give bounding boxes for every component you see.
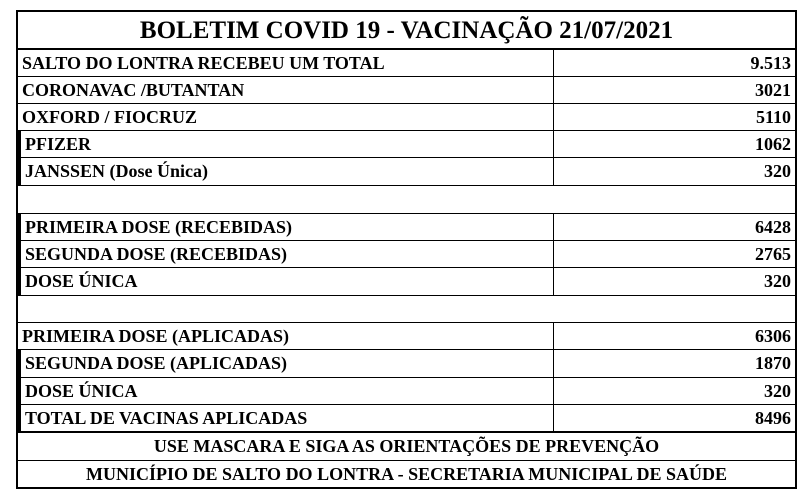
dose-received-row: [18, 241, 795, 268]
row-label: DOSE ÚNICA: [18, 268, 554, 295]
row-value: 2765: [755, 243, 791, 264]
vaccination-bulletin-table: [16, 10, 797, 489]
row-label: PFIZER: [18, 131, 554, 157]
row-value: 9.513: [750, 52, 791, 73]
received-item-row: [18, 77, 795, 104]
row-label: TOTAL DE VACINAS APLICADAS: [18, 405, 554, 431]
municipality-footer: MUNICÍPIO DE SALTO DO LONTRA - SECRETARIA MUNICIPAL DE SAÚDE: [86, 463, 727, 484]
blank-spacer-row: [18, 186, 795, 214]
bulletin-title: BOLETIM COVID 19 - VACINAÇÃO 21/07/2021: [18, 12, 795, 50]
row-value: 5110: [755, 106, 791, 127]
dose-applied-row: [18, 323, 795, 350]
row-label: CORONAVAC /BUTANTAN: [18, 77, 554, 103]
blank-spacer-row: [18, 296, 795, 323]
dose-applied-row: [18, 350, 795, 378]
row-label: DOSE ÚNICA: [18, 378, 554, 404]
dose-received-row: [18, 268, 795, 296]
dose-applied-row: [18, 378, 795, 405]
row-value: 1062: [755, 133, 791, 154]
row-label: SALTO DO LONTRA RECEBEU UM TOTAL: [18, 50, 554, 76]
row-value: 320: [764, 161, 791, 181]
row-label: SEGUNDA DOSE (RECEBIDAS): [18, 241, 554, 267]
row-value: 320: [764, 380, 791, 401]
received-item-row: [18, 131, 795, 158]
row-value: 6306: [755, 325, 791, 346]
row-value: 1870: [755, 353, 791, 373]
received-item-row: [18, 104, 795, 131]
row-label: SEGUNDA DOSE (APLICADAS): [18, 350, 554, 377]
row-value: 320: [764, 271, 791, 291]
row-label: OXFORD / FIOCRUZ: [18, 104, 554, 130]
dose-received-row: [18, 214, 795, 241]
prevention-notice: USE MASCARA E SIGA AS ORIENTAÇÕES DE PREVENÇÃO: [18, 433, 795, 461]
row-value: 3021: [755, 79, 791, 100]
row-label: JANSSEN (Dose Única): [18, 158, 554, 185]
row-label: PRIMEIRA DOSE (RECEBIDAS): [18, 214, 554, 240]
row-value: 6428: [755, 216, 791, 237]
total-applied-row: [18, 405, 795, 433]
row-label: PRIMEIRA DOSE (APLICADAS): [18, 323, 554, 349]
received-total-row: [18, 50, 795, 77]
row-value: 8496: [755, 407, 791, 428]
received-item-row: [18, 158, 795, 186]
